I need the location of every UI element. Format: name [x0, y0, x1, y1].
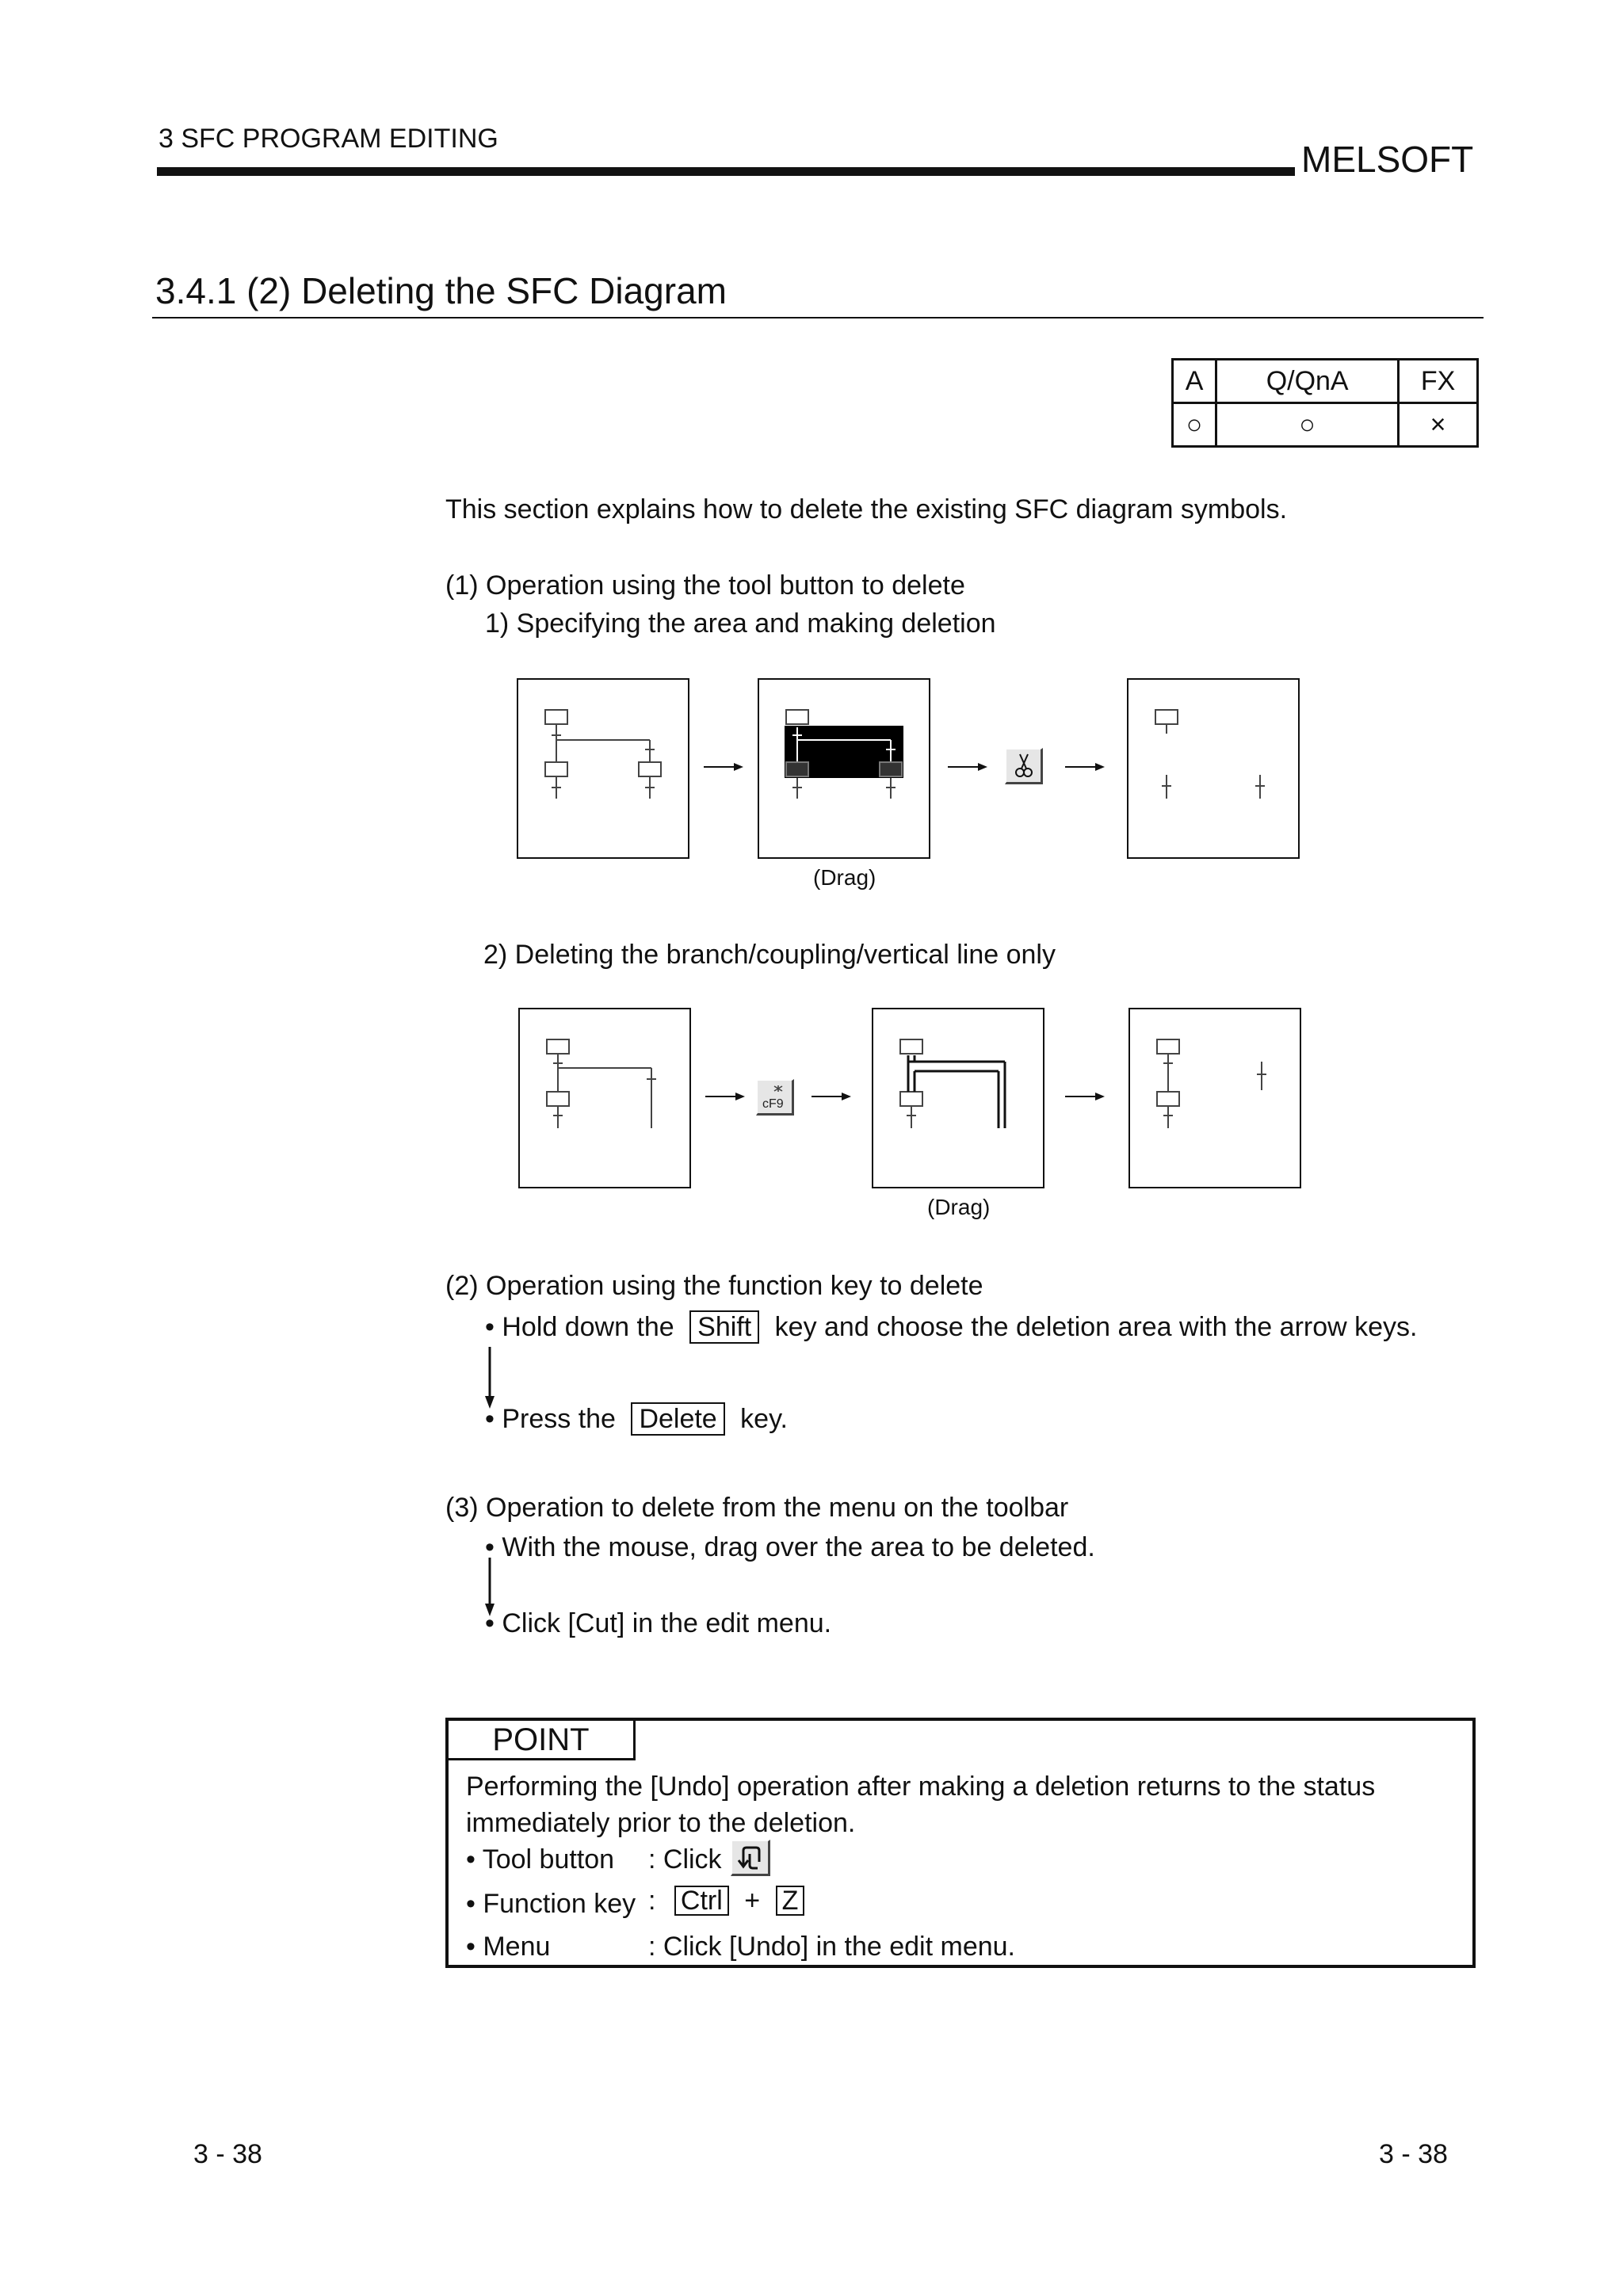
point-box: [445, 1718, 1476, 1968]
drag-caption-2: (Drag): [927, 1195, 991, 1219]
arrow-right-icon: [812, 1090, 851, 1103]
arrow-right-icon: [948, 761, 987, 773]
header-rule: [157, 167, 1295, 176]
shift-key: Shift: [689, 1310, 759, 1344]
diagram-drag-selection: [758, 678, 930, 859]
arrow-right-icon: [705, 1090, 745, 1103]
diagram-line-before: [518, 1008, 691, 1188]
point-fkey-sep: :: [648, 1886, 656, 1916]
op3-title: (3) Operation to delete from the menu on the toolbar: [445, 1493, 1069, 1523]
section-title-rule: [152, 317, 1484, 318]
compat-header-a: A: [1173, 360, 1216, 403]
delete-line-tool-button[interactable]: [756, 1079, 794, 1116]
point-fkey-row: [648, 1886, 804, 1917]
point-menu-value: : Click [Undo] in the edit menu.: [648, 1932, 1016, 1962]
op1-sub1: 1) Specifying the area and making deletion: [485, 608, 996, 639]
op1-title: (1) Operation using the tool button to delete: [445, 570, 965, 601]
op2-step2-post: key.: [740, 1404, 789, 1434]
diagram-after-delete: [1127, 678, 1300, 859]
intro-text: This section explains how to delete the existing SFC diagram symbols.: [445, 494, 1288, 524]
arrow-right-icon: [1065, 1090, 1105, 1103]
point-fkey-label: • Function key: [466, 1889, 636, 1919]
undo-icon: [732, 1841, 769, 1875]
compat-header-qqna: Q/QnA: [1216, 360, 1399, 403]
brand-logo: MELSOFT: [1301, 139, 1474, 180]
op2-step1-post: key and choose the deletion area with the arrow keys.: [774, 1312, 1418, 1342]
plus-sign: +: [744, 1886, 761, 1916]
delete-key: Delete: [631, 1402, 724, 1436]
point-line2: immediately prior to the deletion.: [466, 1808, 856, 1838]
compat-table: [1171, 358, 1479, 448]
cut-tool-button[interactable]: [1005, 748, 1043, 784]
op2-step2-pre: • Press the: [485, 1404, 616, 1434]
point-line1: Performing the [Undo] operation after making a deletion returns to the status: [466, 1772, 1376, 1802]
diagram-line-drag: [872, 1008, 1044, 1188]
compat-value-a: ○: [1173, 403, 1216, 447]
section-title: 3.4.1 (2) Deleting the SFC Diagram: [155, 270, 727, 311]
compat-header-fx: FX: [1399, 360, 1478, 403]
button-label: cF9: [762, 1097, 784, 1111]
point-tool-value: : Click: [648, 1844, 722, 1875]
drag-caption-1: (Drag): [813, 865, 876, 890]
op1-sub2: 2) Deleting the branch/coupling/vertical line only: [483, 940, 1056, 970]
cut-line-icon: [758, 1081, 792, 1114]
page-number-right: 3 - 38: [1379, 2139, 1448, 2169]
op2-title: (2) Operation using the function key to delete: [445, 1271, 983, 1301]
scissors-icon: [1006, 749, 1041, 783]
arrow-right-icon: [1065, 761, 1105, 773]
op2-step1-pre: • Hold down the: [485, 1312, 674, 1342]
compat-value-fx: ×: [1399, 403, 1478, 447]
page-number-left: 3 - 38: [193, 2139, 262, 2169]
op2-step2: [485, 1402, 788, 1436]
chapter-header: 3 SFC PROGRAM EDITING: [158, 124, 498, 154]
diagram-before-delete: [517, 678, 689, 859]
point-menu-label: • Menu: [466, 1932, 551, 1962]
point-tool-label: • Tool button: [466, 1844, 615, 1875]
compat-value-qqna: ○: [1216, 403, 1399, 447]
arrow-right-icon: [704, 761, 743, 773]
ctrl-key: Ctrl: [674, 1886, 729, 1916]
diagram-line-after: [1128, 1008, 1301, 1188]
op2-step1: [485, 1310, 1417, 1344]
undo-tool-button[interactable]: [731, 1840, 770, 1876]
arrow-down-icon: [483, 1347, 496, 1410]
op3-step1: • With the mouse, drag over the area to be deleted.: [485, 1532, 1095, 1562]
op3-step2: • Click [Cut] in the edit menu.: [485, 1608, 832, 1638]
z-key: Z: [776, 1886, 805, 1916]
point-label: POINT: [449, 1721, 636, 1760]
